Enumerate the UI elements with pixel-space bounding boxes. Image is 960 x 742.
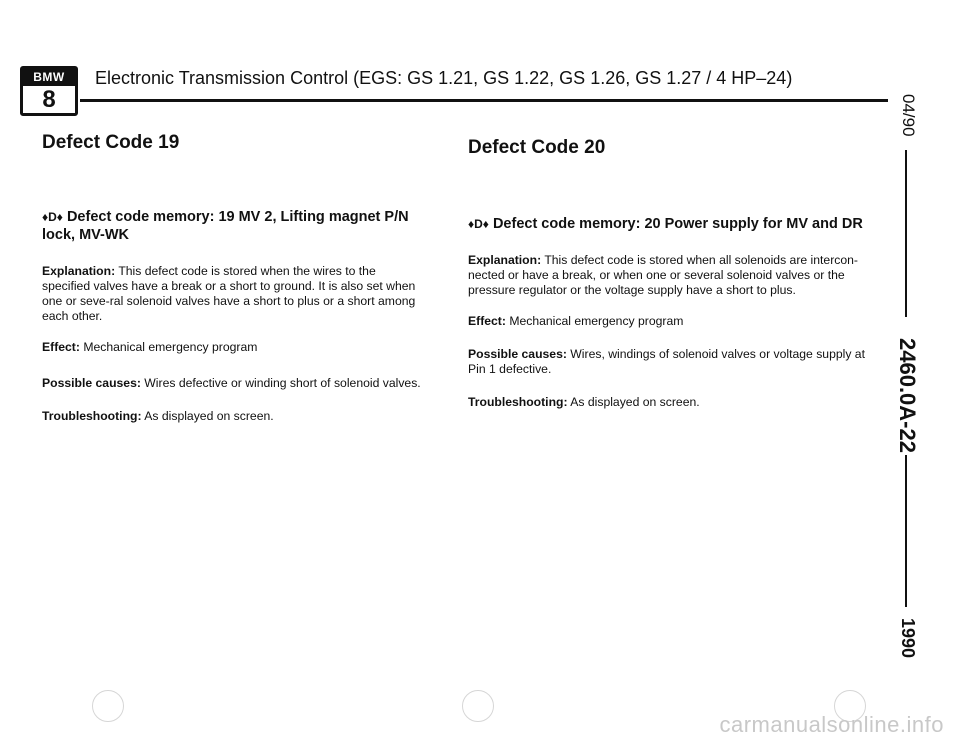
- defect-code-19-explanation: [42, 264, 422, 324]
- defect-code-20-troubleshooting: [468, 395, 868, 410]
- bmw-8-logo: [20, 66, 78, 116]
- defect-code-20-section: [468, 137, 868, 422]
- defect-code-19-title: Defect Code 19: [42, 132, 180, 153]
- logo-brand-text: BMW: [23, 69, 75, 86]
- punch-hole-center: [462, 690, 494, 722]
- defect-code-20-memory-text: Defect code memory: 20 Power supply for MV and DR: [492, 216, 863, 232]
- site-watermark: carmanualsonline.info: [719, 712, 944, 737]
- explanation-text: This defect code is stored when the wires to the specified valves have a break or a short to ground. It is also set when one or seve-ral solenoid valves have a short to plus or a short among each other.: [42, 264, 416, 323]
- logo-series-number: 8: [42, 86, 56, 113]
- effect-text: Mechanical emergency program: [83, 340, 258, 354]
- diagnosis-marker: ♦D♦: [42, 210, 63, 224]
- defect-code-20-title: Defect Code 20: [468, 137, 606, 158]
- causes-label: Possible causes:: [42, 376, 141, 390]
- margin-document-code: 2460.0A-22: [895, 338, 920, 453]
- punch-hole-left: [92, 690, 124, 722]
- troubleshooting-label: Troubleshooting:: [42, 409, 142, 423]
- troubleshooting-label: Troubleshooting:: [468, 395, 568, 409]
- diagnosis-marker: ♦D♦: [468, 217, 489, 231]
- troubleshooting-text: As displayed on screen.: [570, 395, 700, 409]
- causes-text: Wires defective or winding short of solenoid valves.: [144, 376, 421, 390]
- defect-code-20-causes: [468, 347, 868, 377]
- page-header-title: Electronic Transmission Control (EGS: GS 1.21, GS 1.22, GS 1.26, GS 1.27 / 4 HP–24): [95, 68, 793, 88]
- margin-year: 1990: [898, 618, 918, 659]
- defect-code-19-effect: [42, 340, 422, 355]
- explanation-label: Explanation:: [42, 264, 116, 278]
- causes-label: Possible causes:: [468, 347, 567, 361]
- defect-code-20-explanation: [468, 253, 868, 298]
- defect-code-20-memory: [468, 215, 868, 233]
- header-rule: [80, 99, 888, 102]
- defect-code-19-causes: [42, 376, 422, 391]
- defect-code-19-section: [42, 132, 422, 436]
- margin-date: 04/90: [899, 94, 918, 137]
- causes-text: Wires, windings of solenoid valves or voltage supply at Pin 1 defective.: [468, 347, 865, 376]
- margin-divider-1: [905, 150, 907, 317]
- effect-label: Effect:: [42, 340, 80, 354]
- defect-code-19-troubleshooting: [42, 409, 422, 424]
- defect-code-19-memory-text: Defect code memory: 19 MV 2, Lifting magnet P/N lock, MV-WK: [42, 209, 409, 243]
- margin-divider-2: [905, 455, 907, 607]
- troubleshooting-text: As displayed on screen.: [144, 409, 274, 423]
- effect-text: Mechanical emergency program: [509, 314, 684, 328]
- defect-code-20-effect: [468, 314, 868, 329]
- explanation-text: This defect code is stored when all solenoids are intercon-nected or have a break, or when one or several solenoid valves or the pressure regulator or the voltage supply have a short to plus.: [468, 253, 858, 297]
- defect-code-19-memory: [42, 208, 422, 244]
- effect-label: Effect:: [468, 314, 506, 328]
- explanation-label: Explanation:: [468, 253, 542, 267]
